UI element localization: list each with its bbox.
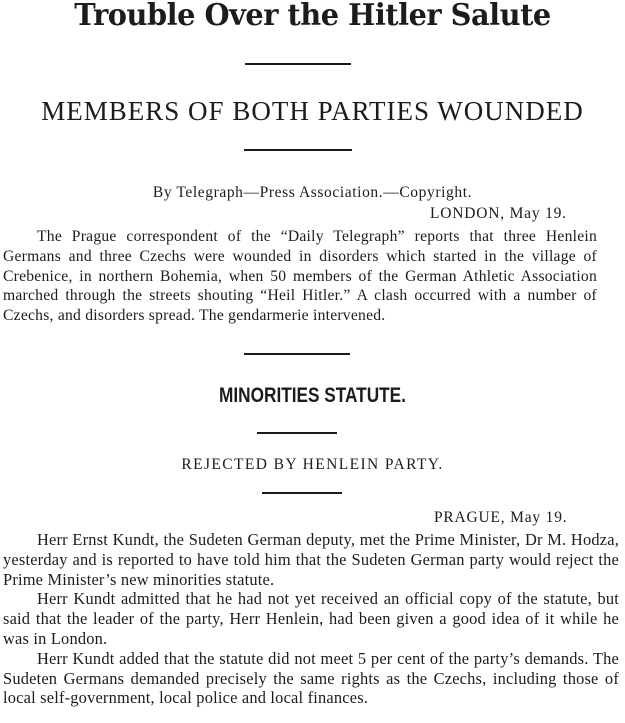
paragraph: Herr Kundt added that the statute did not meet 5 per cent of the party’s demands. The Sudeten Germans demanded precisely the same rights as the Czechs, including those of local self-government, local police and local finances. — [3, 648, 619, 708]
paragraph: Herr Ernst Kundt, the Sudeten German deputy, met the Prime Minister, Dr M. Hodza, yesterday and is reported to have told him that the Sudeten German party would reject the Prime Minister’s new minorities statute. — [3, 530, 619, 589]
paragraph: Herr Kundt admitted that he had not yet received an official copy of the statute, but said that the leader of the party, Herr Henlein, had been given a good idea of it while he was in London. — [3, 589, 619, 648]
dateline-prague: PRAGUE, May 19. — [434, 509, 568, 526]
divider-rule — [262, 492, 342, 494]
section-headline: MINORITIES STATUTE. — [219, 384, 406, 407]
divider-rule — [257, 432, 337, 434]
divider-rule — [244, 353, 350, 355]
divider-rule — [245, 63, 351, 65]
subheadline: MEMBERS OF BOTH PARTIES WOUNDED — [41, 96, 584, 126]
section-body — [3, 530, 619, 708]
divider-rule — [244, 149, 352, 151]
headline: Trouble Over the Hitler Salute — [74, 0, 551, 33]
dateline: LONDON, May 19. — [430, 205, 567, 222]
section-subheadline: REJECTED BY HENLEIN PARTY. — [181, 456, 444, 473]
byline: By Telegraph—Press Association.—Copyright. — [152, 184, 473, 201]
article-body: The Prague correspondent of the “Daily Telegraph” reports that three Henlein Germans and three Czechs were wounded in disorders which started in the village of Crebenice, in northern Bohemia, when 50 members of the German Athletic Association marched through the streets shouting “Heil Hitler.” A clash occurred with a number of Czechs, and disorders spread. The gendarmerie intervened. — [3, 228, 597, 325]
